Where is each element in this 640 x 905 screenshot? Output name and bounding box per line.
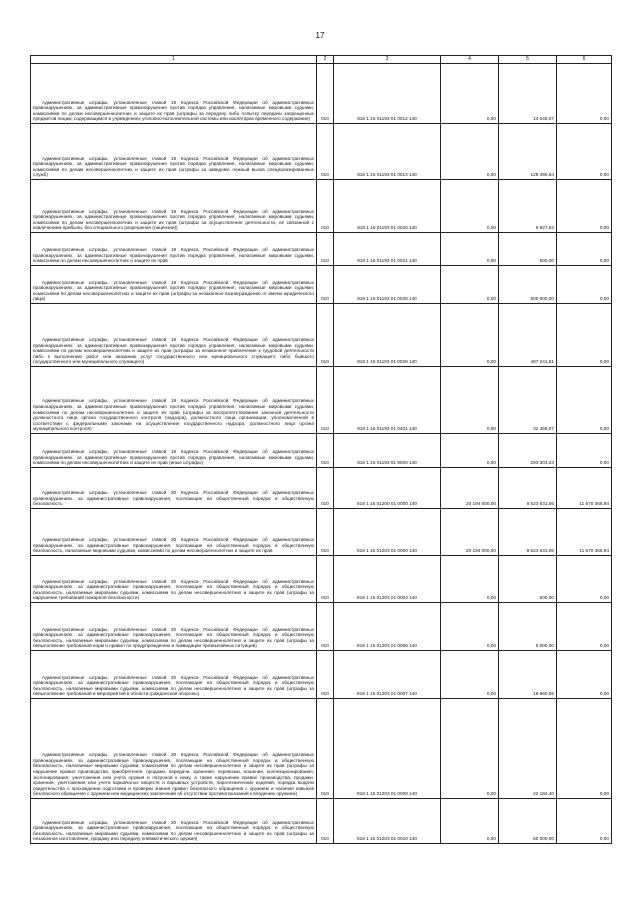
row-executed-amount: 129 490,64 <box>499 124 557 180</box>
row-line-code: 010 <box>317 64 334 124</box>
row-unexecuted-amount: 0,00 <box>557 603 612 651</box>
table-row <box>31 468 612 509</box>
row-line-code: 010 <box>317 699 334 799</box>
row-unexecuted-amount: 0,00 <box>557 434 612 468</box>
table-row <box>31 799 612 844</box>
row-description: Административные штрафы, установленные главой 20 Кодекса Российской Федерации об административных правонарушениях, за административные правонарушения, посягающие на общественный порядок и общественную безопасность <box>31 468 317 509</box>
row-budget-code: 818 1 16 01193 01 0028 140 <box>334 266 441 304</box>
row-unexecuted-amount: 0,00 <box>557 556 612 603</box>
page-number: 17 <box>315 31 325 40</box>
table-row <box>31 699 612 799</box>
row-unexecuted-amount: 0,00 <box>557 651 612 699</box>
row-line-code: 010 <box>317 556 334 603</box>
row-description: Административные штрафы, установленные главой 19 Кодекса Российской Федерации об административных правонарушениях, за административные правонарушения против порядка управления, налагаемые мировыми судьями, комиссиями по делам несовершеннолетних и защите их прав (иные штрафы) <box>31 434 317 468</box>
row-executed-amount: 14 048,07 <box>499 64 557 124</box>
header-col-6: 6 <box>557 56 612 64</box>
row-executed-amount: 293 303,23 <box>499 434 557 468</box>
row-unexecuted-amount: 0,00 <box>557 180 612 233</box>
table-row <box>31 180 612 233</box>
row-budget-code: 818 1 16 01193 01 9000 140 <box>334 434 441 468</box>
row-approved-amount: 20 194 000,00 <box>441 509 499 556</box>
row-description: Административные штрафы, установленные главой 20 Кодекса Российской Федерации об административных правонарушениях, за административные правонарушения, посягающие на общественный порядок и общественную безопасность, налагаемые мировыми судьями, комиссиями по делам несовершеннолетних и защите их прав (штрафы за невыполнение требований и мероприятий в области гражданской обороны) <box>31 651 317 699</box>
row-description: Административные штрафы, установленные главой 19 Кодекса Российской Федерации об административных правонарушениях, за административные правонарушения против порядка управления, налагаемые мировыми судьями, комиссиями по делам несовершеннолетних и защите их прав (штрафы за заведомо ложный вызов специализированных служб) <box>31 124 317 180</box>
row-description: Административные штрафы, установленные главой 20 Кодекса Российской Федерации об административных правонарушениях, за административные правонарушения, посягающие на общественный порядок и общественную безопасность, налагаемые мировыми судьями, комиссиями по делам несовершеннолетних и защите их прав (штрафы за незаконное изготовление, продажу или передачу пневматического оружия) <box>31 799 317 844</box>
row-approved-amount: 0,00 <box>441 367 499 434</box>
row-executed-amount: 8 523 631,06 <box>499 468 557 509</box>
table-row <box>31 651 612 699</box>
row-description: Административные штрафы, установленные главой 19 Кодекса Российской Федерации об административных правонарушениях, за административные правонарушения против порядка управления, налагаемые мировыми судьями, комиссиями по делам несовершеннолетних и защите их прав (штрафы за осуществление деятельности, не связанной с извлечением прибыли, без специального разрешения (лицензии)) <box>31 180 317 233</box>
row-description: Административные штрафы, установленные главой 20 Кодекса Российской Федерации об административных правонарушениях, за административные правонарушения, посягающие на общественный порядок и общественную безопасность, налагаемые мировыми судьями, комиссиями по делам несовершеннолетних и защите их прав (штрафы за невыполнение требований норм и правил по предупреждению и ликвидации чрезвычайных ситуаций) <box>31 603 317 651</box>
table-row <box>31 367 612 434</box>
row-approved-amount: 0,00 <box>441 304 499 367</box>
row-line-code: 010 <box>317 367 334 434</box>
row-unexecuted-amount: 0,00 <box>557 367 612 434</box>
row-approved-amount: 0,00 <box>441 64 499 124</box>
row-budget-code: 818 1 16 01200 01 0000 140 <box>334 468 441 509</box>
row-line-code: 010 <box>317 304 334 367</box>
row-approved-amount: 0,00 <box>441 699 499 799</box>
row-approved-amount: 0,00 <box>441 651 499 699</box>
row-budget-code: 818 1 16 01203 01 0008 140 <box>334 699 441 799</box>
table-header-row <box>31 56 612 64</box>
row-approved-amount: 0,00 <box>441 124 499 180</box>
row-line-code: 010 <box>317 509 334 556</box>
row-approved-amount: 0,00 <box>441 266 499 304</box>
row-line-code: 010 <box>317 180 334 233</box>
row-budget-code: 818 1 16 01193 01 0401 140 <box>334 367 441 434</box>
header-col-4: 4 <box>441 56 499 64</box>
header-col-3: 3 <box>334 56 441 64</box>
row-executed-amount: 9 927,53 <box>499 180 557 233</box>
row-budget-code: 818 1 16 01193 01 0021 140 <box>334 233 441 266</box>
table-row <box>31 64 612 124</box>
row-line-code: 010 <box>317 468 334 509</box>
row-description: Административные штрафы, установленные главой 20 Кодекса Российской Федерации об административных правонарушениях, за административные правонарушения, посягающие на общественный порядок и общественную безопасность, налагаемые мировыми судьями, комиссиями по делам несовершеннолетних и защите их прав (штрафы за нарушение требований пожарной безопасности) <box>31 556 317 603</box>
row-description: Административные штрафы, установленные главой 19 Кодекса Российской Федерации об административных правонарушениях, за административные правонарушения против порядка управления, налагаемые мировыми судьями, комиссиями по делам несовершеннолетних и защите их прав (штрафы за незаконное привлечение к трудовой деятельности либо к выполнению работ или оказанию услуг государственного или муниципального служащего либо бывшего государственного или муниципального служащего) <box>31 304 317 367</box>
budget-table <box>30 55 612 844</box>
row-line-code: 010 <box>317 799 334 844</box>
table-row <box>31 304 612 367</box>
row-approved-amount: 0,00 <box>441 799 499 844</box>
row-description: Административные штрафы, установленные главой 19 Кодекса Российской Федерации об административных правонарушениях, за административные правонарушения против порядка управления, налагаемые мировыми судьями, комиссиями по делам несовершеннолетних и защите их прав (штрафы за воспрепятствование законной деятельности должностного лица органа государственного контроля (надзора), должностного лица организации, уполномоченной в соответствии с федеральными законами на осуществление государственного надзора, должностного лица органа муниципального контроля) <box>31 367 317 434</box>
row-line-code: 010 <box>317 233 334 266</box>
row-approved-amount: 0,00 <box>441 556 499 603</box>
header-col-1: 1 <box>31 56 317 64</box>
row-approved-amount: 0,00 <box>441 233 499 266</box>
row-executed-amount: 487 241,81 <box>499 304 557 367</box>
row-unexecuted-amount: 0,00 <box>557 266 612 304</box>
row-description: Административные штрафы, установленные главой 19 Кодекса Российской Федерации об административных правонарушениях, за административные правонарушения против порядка управления, налагаемые мировыми судьями, комиссиями по делам несовершеннолетних и защите их прав (штрафы за передачу либо попытку передачи запрещенных предметов лицам, содержащимся в учреждениях уголовно-исполнительной системы или изоляторах временного содержания) <box>31 64 317 124</box>
row-budget-code: 818 1 16 01203 01 0010 140 <box>334 799 441 844</box>
row-unexecuted-amount: 0,00 <box>557 799 612 844</box>
table-row <box>31 603 612 651</box>
row-budget-code: 818 1 16 01193 01 0020 140 <box>334 180 441 233</box>
row-executed-amount: 60 000,00 <box>499 799 557 844</box>
row-executed-amount: 22 184,40 <box>499 699 557 799</box>
table-row <box>31 434 612 468</box>
row-budget-code: 818 1 16 01203 01 0004 140 <box>334 556 441 603</box>
row-line-code: 010 <box>317 434 334 468</box>
row-approved-amount: 0,00 <box>441 603 499 651</box>
row-line-code: 010 <box>317 266 334 304</box>
row-line-code: 010 <box>317 124 334 180</box>
table-row <box>31 509 612 556</box>
row-unexecuted-amount: 11 670 368,94 <box>557 468 612 509</box>
row-executed-amount: 8 523 631,06 <box>499 509 557 556</box>
row-description: Административные штрафы, установленные главой 20 Кодекса Российской Федерации об административных правонарушениях, за административные правонарушения, посягающие на общественный порядок и общественную безопасность, налагаемые мировыми судьями, комиссиями по делам несовершеннолетних и защите их прав (штрафы за нарушение правил производства, приобретения, продажи, передачи, хранения, перевозки, ношения, коллекционирования, экспонирования, уничтожения или учета оружия и патронов к нему, а также нарушение правил производства, продажи, хранения, уничтожения или учета взрывчатых веществ и взрывных устройств, пиротехнических изделий, порядка выдачи свидетельства о прохождении подготовки и проверки знания правил безопасного обращения с оружием и наличия навыков безопасного обращения с оружием или медицинских заключений об отсутствии противопоказаний к владению оружием) <box>31 699 317 799</box>
row-unexecuted-amount: 0,00 <box>557 124 612 180</box>
row-executed-amount: 600,00 <box>499 556 557 603</box>
row-line-code: 010 <box>317 603 334 651</box>
table-row <box>31 124 612 180</box>
row-budget-code: 818 1 16 01193 01 0012 140 <box>334 64 441 124</box>
row-unexecuted-amount: 0,00 <box>557 304 612 367</box>
row-executed-amount: 5 000,00 <box>499 603 557 651</box>
row-budget-code: 818 1 16 01193 01 0029 140 <box>334 304 441 367</box>
row-description: Административные штрафы, установленные главой 19 Кодекса Российской Федерации об административных правонарушениях, за административные правонарушения против порядка управления, налагаемые мировыми судьями, комиссиями по делам несовершеннолетних и защите их прав <box>31 233 317 266</box>
row-unexecuted-amount: 0,00 <box>557 64 612 124</box>
row-approved-amount: 0,00 <box>441 434 499 468</box>
row-budget-code: 818 1 16 01203 01 0006 140 <box>334 603 441 651</box>
header-col-5: 5 <box>499 56 557 64</box>
header-col-2: 2 <box>317 56 334 64</box>
row-description: Административные штрафы, установленные главой 19 Кодекса Российской Федерации об административных правонарушениях, за административные правонарушения против порядка управления, налагаемые мировыми судьями, комиссиями по делам несовершеннолетних и защите их прав (штрафы за незаконное вознаграждение от имени юридического лица) <box>31 266 317 304</box>
row-executed-amount: 19 960,55 <box>499 651 557 699</box>
row-line-code: 010 <box>317 651 334 699</box>
row-budget-code: 818 1 16 01203 01 0000 140 <box>334 509 441 556</box>
row-approved-amount: 20 194 000,00 <box>441 468 499 509</box>
row-executed-amount: 500 000,00 <box>499 266 557 304</box>
row-approved-amount: 0,00 <box>441 180 499 233</box>
row-unexecuted-amount: 0,00 <box>557 233 612 266</box>
table-row <box>31 266 612 304</box>
row-description: Административные штрафы, установленные главой 20 Кодекса Российской Федерации об административных правонарушениях, за административные правонарушения, посягающие на общественный порядок и общественную безопасность, налагаемые мировыми судьями, комиссиями по делам несовершеннолетних и защите их прав <box>31 509 317 556</box>
row-budget-code: 818 1 16 01193 01 0013 140 <box>334 124 441 180</box>
row-unexecuted-amount: 11 670 368,94 <box>557 509 612 556</box>
row-executed-amount: 500,00 <box>499 233 557 266</box>
row-budget-code: 818 1 16 01203 01 0007 140 <box>334 651 441 699</box>
table-row <box>31 233 612 266</box>
table-row <box>31 556 612 603</box>
row-executed-amount: 32 368,07 <box>499 367 557 434</box>
row-unexecuted-amount: 0,00 <box>557 699 612 799</box>
